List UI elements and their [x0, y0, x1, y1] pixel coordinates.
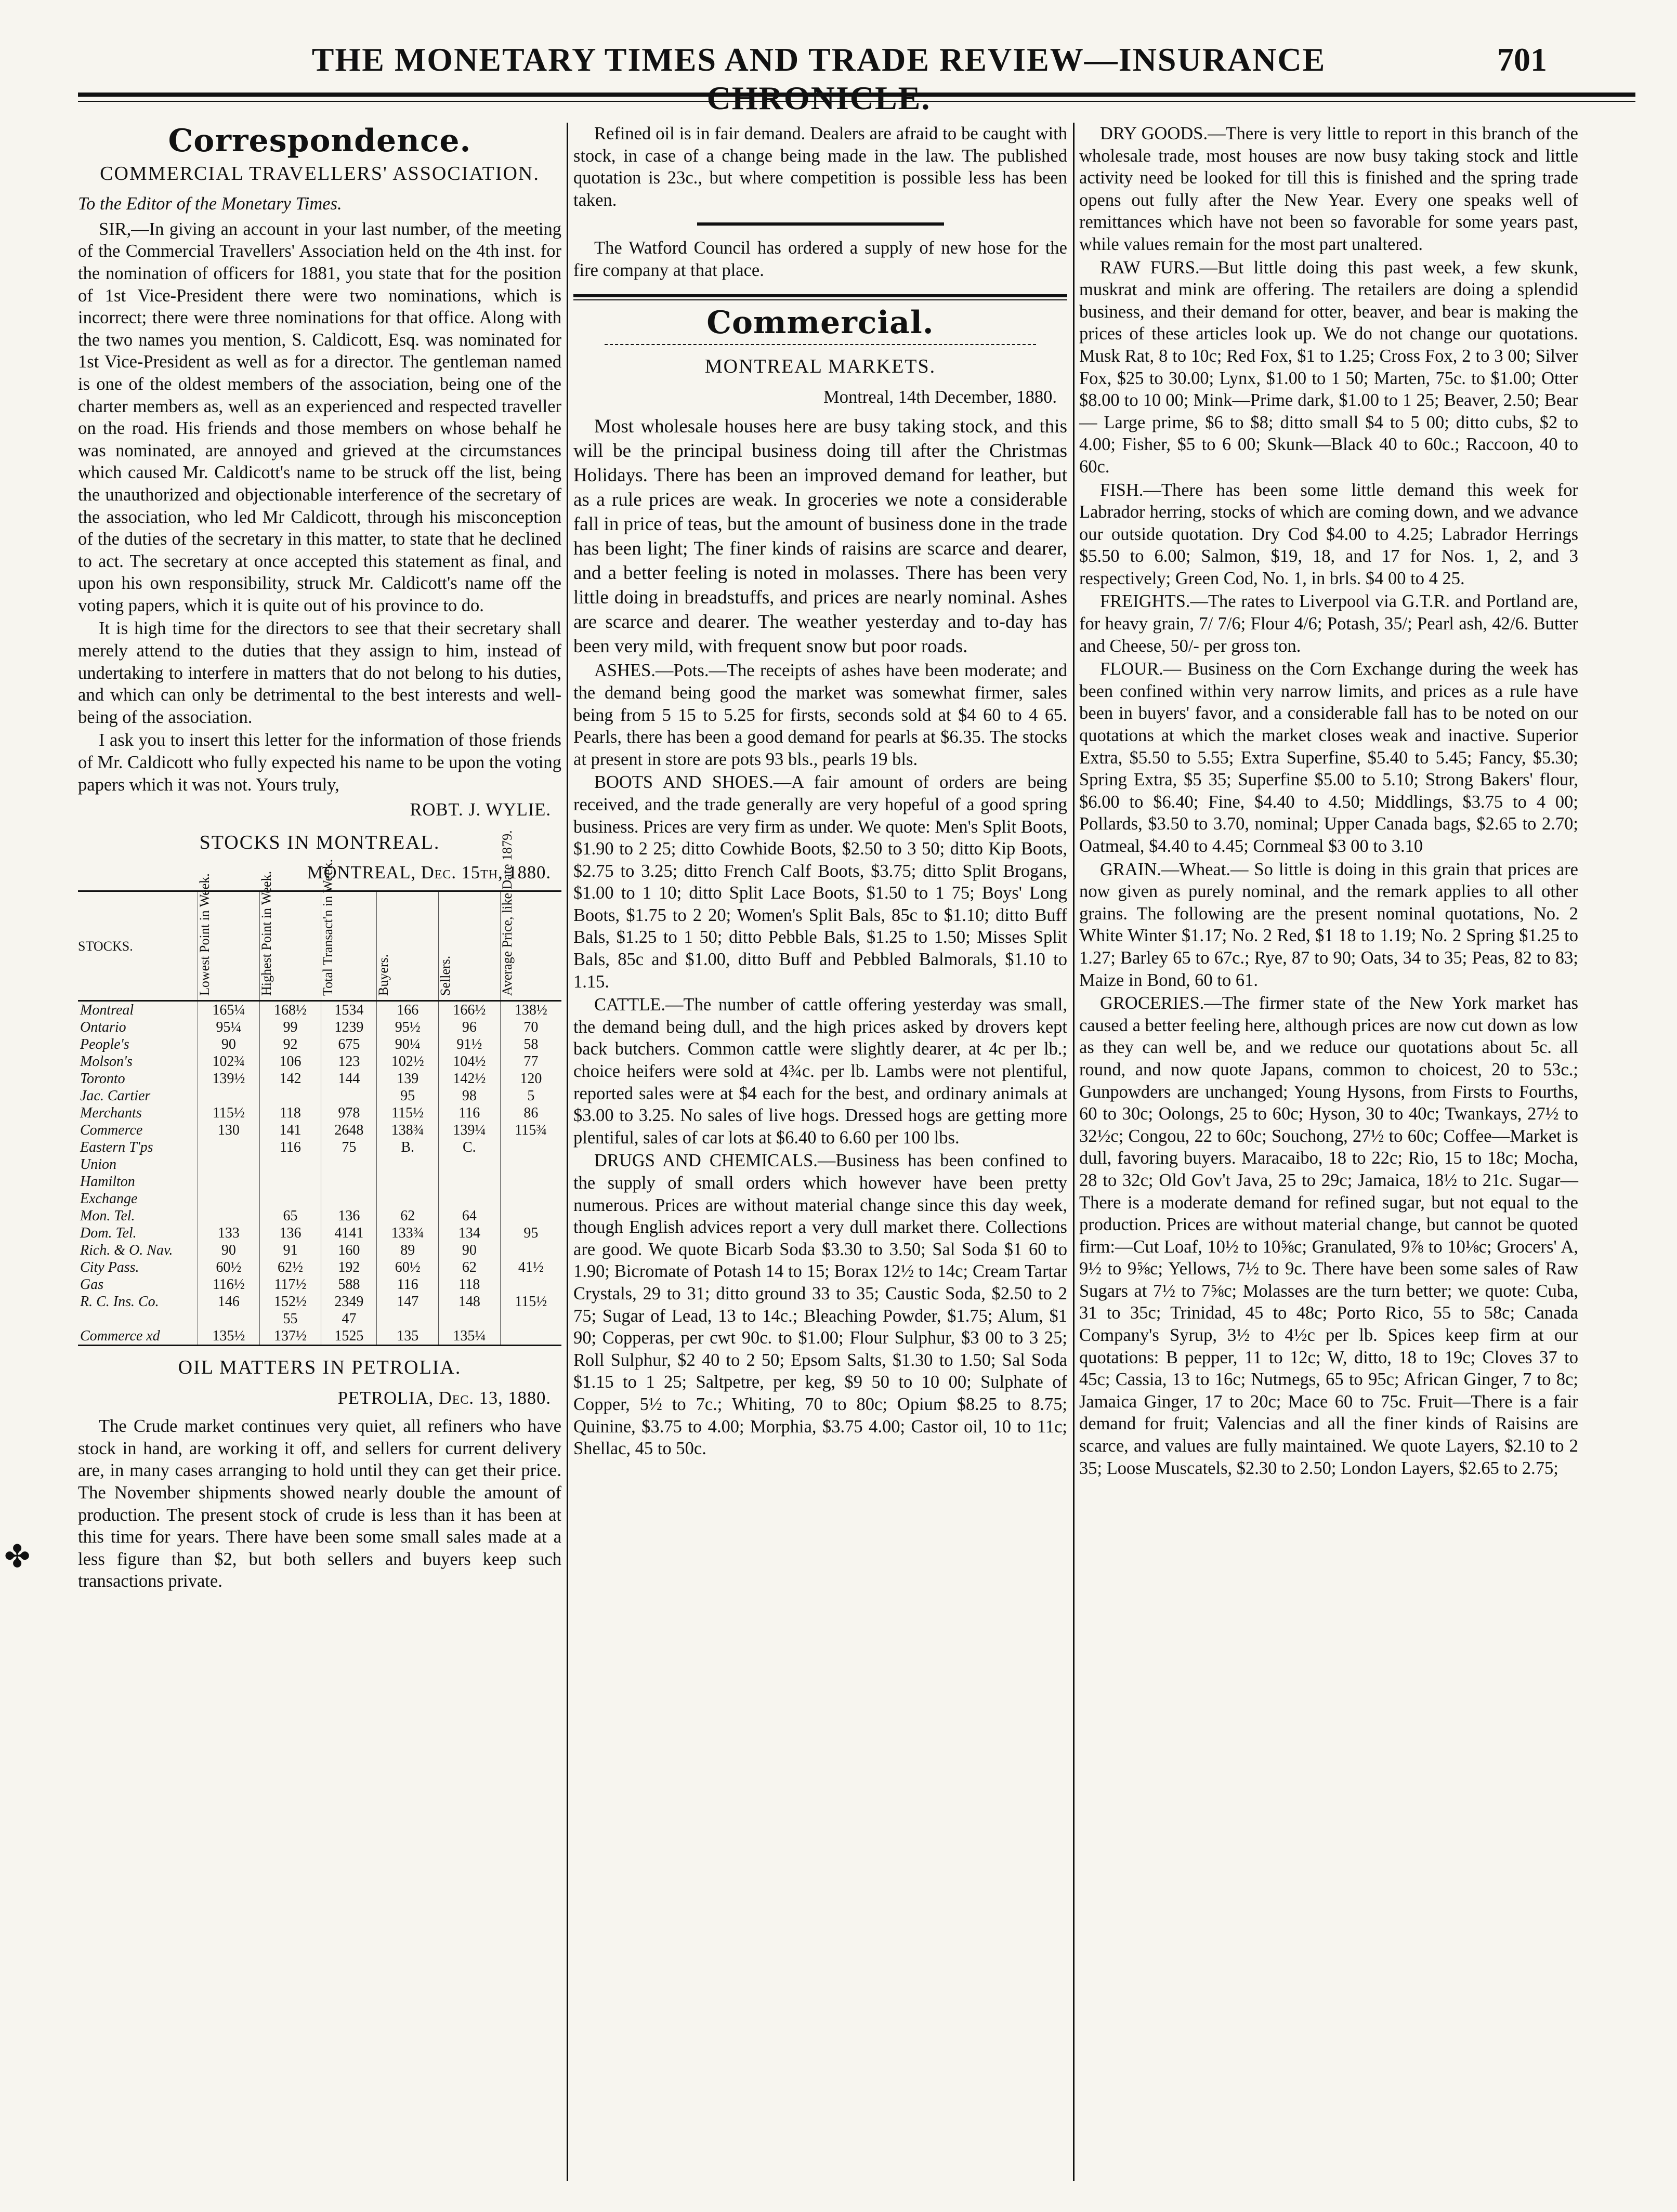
stock-value-cell	[500, 1173, 561, 1190]
stock-value-cell: 165¼	[198, 1001, 260, 1019]
stock-value-cell: 588	[321, 1276, 377, 1293]
stock-value-cell: 118	[439, 1276, 501, 1293]
table-row	[78, 1207, 561, 1224]
stock-value-cell: 95½	[377, 1019, 439, 1036]
table-row	[78, 1310, 561, 1327]
stock-value-cell	[439, 1173, 501, 1190]
letter-paragraph: SIR,—In giving an account in your last number, of the meeting of the Commercial Travellers' Association held on the 4th inst. for the nomination of officers for 1881, you state that for the position of 1st Vice-President there were two nominations, which is incorrect; there were three nominations for that office. Along with the two names you mention, S. Caldicott, Esq. was nominated for 1st Vice-President as well as for a director. The gentleman named is one of the oldest members of the association, being one of the charter members as, well as an experienced and respected traveller on the road. His friends and those members on whose behalf he was nominated, are annoyed and grieved at the circumstances which caused Mr. Caldicott's name to be struck off the list, being the unauthorized and objectionable interference of the secretary of the association, who led Mr Caldicott, through his misconception of the duties of the secretary in this matter, to state that he declined to act. The secretary at once accepted this statement as final, and upon his own responsibility, struck Mr. Caldicott's name off the voting papers, which it is quite out of his province to do.	[78, 219, 561, 615]
stock-value-cell	[377, 1310, 439, 1327]
stock-value-cell	[500, 1156, 561, 1173]
stock-value-cell: C.	[439, 1139, 501, 1156]
markets-intro: Most wholesale houses here are busy taking stock, and this will be the principal business doing till after the Christmas Holidays. There has been an improved demand for leather, but as a rule prices are weak. In groceries we note a considerable fall in price of teas, but the amount of business done in the trade has been light; The finer kinds of raisins are scarce and dearer, and a better feeling is noted in molasses. There has been very little doing in breadstuffs, and prices are nearly nominal. Ashes are scarce and dearer. The weather yesterday and to-day has been very mild, with frequent snow but poor roads.	[573, 416, 1067, 657]
stock-name-cell: People's	[80, 1036, 129, 1052]
letter-heading: COMMERCIAL TRAVELLERS' ASSOCIATION.	[100, 162, 540, 185]
stock-value-cell: 141	[259, 1122, 321, 1139]
stock-value-cell: 1534	[321, 1001, 377, 1019]
table-row	[78, 1156, 561, 1173]
stock-value-cell: 142½	[439, 1070, 501, 1087]
stock-value-cell	[321, 1156, 377, 1173]
stock-value-cell	[500, 1276, 561, 1293]
stock-value-cell: 2349	[321, 1293, 377, 1310]
stock-value-cell: 90¼	[377, 1036, 439, 1053]
stock-value-cell: 115½	[377, 1104, 439, 1122]
ashes-paragraph: ASHES.—Pots.—The receipts of ashes have been moderate; and the demand being good the market was somewhat firmer, sales being from 5 15 to 5.25 for firsts, seconds sold at $4 60 to 4 65. Pearls, there has been a good demand for pearls at $6.35. The stocks at present in store are pots 93 bls., pearls 19 bls.	[573, 661, 1067, 769]
stock-value-cell: 2648	[321, 1122, 377, 1139]
letter-paragraph: It is high time for the directors to see that their secretary shall merely attend to the duties that they assign to him, instead of undertaking to interfere in matters that do not belong to his duties, and which can only be detrimental to the best interests and well-being of the association.	[78, 618, 561, 727]
table-row	[78, 1190, 561, 1207]
drugs-paragraph: DRUGS AND CHEMICALS.—Business has been confined to the supply of small orders which however have been pretty numerous. Prices are without material change since this day week, though English advices report a very dull market there. Collections are good. We quote Bicarb Soda $3.30 to 3.50; Sal Soda $1 60 to 1.90; Bicromate of Potash 14 to 15; Borax 12½ to 14c; Cream Tartar Crystals, 29 to 31; ditto ground 33 to 35; Caustic Soda, $2.50 to 2 75; Sugar of Lead, 13 to 14c.; Bleaching Powder, $1.75; Alum, $1 90; Copperas, per cwt 90c. to $1.00; Flour Sulphur, $3 00 to 3 25; Roll Sulphur, $2 40 to 2 50; Epsom Salts, $1.30 to 1.50; Sal Soda $1.15 to 1 25; Saltpetre, per keg, $9 50 to 10 00; Sulphate of Copper, 5½ to 7c.; Whiting, 70 to 80c; Opium $8.25 to 8.75; Quinine, $3.75 to 4.00; Morphia, $3.75 4.00; Castor oil, 10 to 11c; Shellac, 45 to 50c.	[573, 1151, 1067, 1459]
stock-value-cell: 92	[259, 1036, 321, 1053]
column-1	[78, 123, 561, 1594]
stock-name-cell: Union	[80, 1156, 116, 1173]
stock-name-cell: Mon. Tel.	[80, 1208, 135, 1224]
stock-value-cell: 138¾	[377, 1122, 439, 1139]
margin-mark: ✤	[4, 1539, 31, 1574]
stock-value-cell: 58	[500, 1036, 561, 1053]
flour-paragraph: FLOUR.— Business on the Corn Exchange during the week has been confined within very narrow limits, and prices as a rule have been in buyers' favor, and a considerable fall has to be noted on our quotations at which the market closes weak and inactive. Superior Extra, $5.50 to 5.55; Extra Superfine, $5.40 to 5.45; Fancy, $5.30; Spring Extra, $5 35; Superfine $5.00 to 5.10; Strong Bakers' flour, $6.00 to $6.40; Fine, $4.40 to 4.50; Middlings, $3.75 to 4 00; Pollards, $3.50 to 3.70, nominal; Upper Canada bags, $2.65 to 2.70; Oatmeal, $4.40 to 4.45; Cornmeal $3 00 to 3.10	[1079, 659, 1578, 856]
stock-value-cell	[500, 1190, 561, 1207]
column-2	[573, 123, 1067, 1461]
stock-value-cell: 116½	[198, 1276, 260, 1293]
stock-value-cell: 139¼	[439, 1122, 501, 1139]
stock-value-cell: 99	[259, 1019, 321, 1036]
stock-value-cell	[377, 1190, 439, 1207]
stock-name-cell: Hamilton	[80, 1174, 135, 1190]
table-row	[78, 1276, 561, 1293]
markets-dateline: Montreal, 14th December, 1880.	[823, 387, 1057, 407]
column-header: Total Transact'n in Week.	[321, 891, 377, 1001]
commercial-title: Commercial.	[706, 304, 934, 341]
stock-value-cell: 139½	[198, 1070, 260, 1087]
column-rule-2	[1073, 123, 1075, 2181]
dry-goods-paragraph: DRY GOODS.—There is very little to report in this branch of the wholesale trade, most houses are now busy taking stock and little activity need be looked for till this is finished and the spring trade opens out fully after the New Year. Every one speaks well of remittances which have not been so favorable for some years past, while values remain for the most part unaltered.	[1079, 124, 1578, 254]
stock-value-cell: 168½	[259, 1001, 321, 1019]
stock-value-cell	[321, 1173, 377, 1190]
table-row	[78, 1259, 561, 1276]
watford-paragraph: The Watford Council has ordered a supply of new hose for the fire company at that place.	[573, 238, 1067, 280]
column-rule-1	[567, 123, 568, 2181]
stock-value-cell	[259, 1156, 321, 1173]
stock-value-cell: 192	[321, 1259, 377, 1276]
header-rule-thin	[78, 101, 1635, 102]
stock-name-cell: Exchange	[80, 1191, 138, 1207]
stock-value-cell: 1525	[321, 1327, 377, 1346]
table-row	[78, 1122, 561, 1139]
groceries-paragraph: GROCERIES.—The firmer state of the New York market has caused a better feeling here, although prices are now cut down as low as they can well be, and we reduce our quotations about 5c. all round, and now quote Japans, common to choicest, 20 to 53c.; Gunpowders are unchanged; Young Hysons, from Firsts to Fourths, 60 to 30c; Oolongs, 25 to 60c; Hyson, 30 to 40c; Twankays, 27½ to 32½c; Congou, 22 to 60c; Souchong, 27½ to 60c; Coffee—Market is dull, favoring buyers. Maracaibo, 18 to 22c; Rio, 15 to 18c; Mocha, 28 to 32c; Old Gov't Java, 25 to 29c; Jamaica, 18½ to 21c. Sugar—There is a moderate demand for refined sugar, but not equal to the production. Prices are without material change, but cannot be quoted firm:—Cut Loaf, 10½ to 10⅝c; Granulated, 9⅞ to 10⅛c; Grocers' A, 9½ to 9⅝c; Yellows, 7½ to 9c. There have been some sales of Raw Sugars at 7½ to 7⅝c; Molasses are the turn better; we quote: Cuba, 31 to 35c; Trinidad, 45 to 48c; Porto Rico, 55 to 58c; Canada Company's Syrup, 3½ to 4½c per lb. Spices keep firm at our quotations: B pepper, 11 to 12c; W, ditto, 18 to 19c; Cloves 37 to 45c; Cassia, 13 to 16c; Nutmegs, 65 to 95c; African Ginger, 7 to 8c; Jamaica Ginger, 17 to 20c; Mace 60 to 75c. Fruit—There is a fair demand for fruit; Valencias and all the finer kinds of Raisins are scarce, and values are fully maintained. We quote Layers, $2.10 to 2 35; Loose Muscatels, $2.30 to 2.50; London Layers, $2.65 to 2.75;	[1079, 993, 1578, 1478]
freights-paragraph: FREIGHTS.—The rates to Liverpool via G.T.R. and Portland are, for heavy grain, 7/ 7/6; Flour 4/6; Potash, 35/; Pearl ash, 42/6. Butter and Cheese, 50/- per gross ton.	[1079, 591, 1578, 656]
stock-value-cell	[500, 1207, 561, 1224]
letter-paragraph: I ask you to insert this letter for the information of those friends of Mr. Caldicott who fully expected his name to be upon the voting papers which it was not. Yours truly,	[78, 730, 561, 795]
stock-value-cell: 62½	[259, 1259, 321, 1276]
column-header: Lowest Point in Week.	[198, 891, 260, 1001]
stock-value-cell: 166½	[439, 1001, 501, 1019]
column-header: STOCKS.	[78, 891, 198, 1001]
stock-value-cell	[500, 1327, 561, 1346]
stock-value-cell: 136	[321, 1207, 377, 1224]
stock-value-cell: 102½	[377, 1053, 439, 1070]
letter-salutation: To the Editor of the Monetary Times.	[78, 194, 342, 214]
stock-value-cell: 55	[259, 1310, 321, 1327]
stock-value-cell: 135	[377, 1327, 439, 1346]
raw-furs-paragraph: RAW FURS.—But little doing this past week, a few skunk, muskrat and mink are offering. The retailers are doing a splendid business, and their demand for otter, beaver, and bear is making the prices of these articles look up. We do not change our quotations. Musk Rat, 8 to 10c; Red Fox, $1 to 1.25; Cross Fox, 2 to 3 00; Silver Fox, $25 to 30.00; Lynx, $1.00 to 1 50; Marten, 75c. to $1.00; Otter $8.00 to 10 00; Mink—Prime dark, $1.00 to 1 25; Beaver, 2.50; Bear— Large prime, $6 to $8; ditto small $4 to 5 00; ditto cubs, $2 to 4.00; Fisher, $5 to 6 00; Skunk—Black 40 to 60c.; Raccoon, 40 to 60c.	[1079, 257, 1578, 477]
stock-value-cell: 148	[439, 1293, 501, 1310]
stock-value-cell: 95	[377, 1087, 439, 1104]
stock-name-cell: Commerce xd	[78, 1327, 198, 1346]
stock-value-cell: 675	[321, 1036, 377, 1053]
stock-value-cell: 147	[377, 1293, 439, 1310]
section-rule-thin	[573, 299, 1067, 300]
markets-heading: MONTREAL MARKETS.	[704, 356, 936, 378]
stock-value-cell	[198, 1139, 260, 1156]
stock-value-cell: 115¾	[500, 1122, 561, 1139]
table-row	[78, 1139, 561, 1156]
stock-value-cell: 60½	[377, 1259, 439, 1276]
stock-value-cell: 116	[377, 1276, 439, 1293]
column-header: Sellers.	[439, 891, 501, 1001]
boots-paragraph: BOOTS AND SHOES.—A fair amount of orders are being received, and the trade generally are very hopeful of a good spring business. Prices are very firm as under. We quote: Men's Split Boots, $1.90 to 2 25; ditto Cowhide Boots, $2.50 to 3 50; ditto Kip Boots, $2.75 to 3.25; ditto French Calf Boots, $3.75; ditto Split Brogans, $1.00 to 1 10; ditto Split Lace Boots, $1.50 to 1 75; Boys' Long Boots, $1.75 to 2 20; Women's Split Bals, 85c to $1.10; ditto Buff Bals, $1.25 to 1 50; ditto Pebble Bals, $1.25 to 1.50; Misses Split Bals, 85c and $1.00, ditto Buff and Pebbled Balmorals, $1.10 to 1.15.	[573, 772, 1067, 992]
table-row	[78, 1104, 561, 1122]
stock-value-cell: 152½	[259, 1293, 321, 1310]
stock-value-cell: 104½	[439, 1053, 501, 1070]
stock-value-cell: 90	[198, 1242, 260, 1259]
table-row	[78, 1242, 561, 1259]
column-3	[1079, 123, 1578, 1480]
stock-value-cell: 64	[439, 1207, 501, 1224]
table-row	[78, 1070, 561, 1087]
stock-value-cell: 89	[377, 1242, 439, 1259]
stock-name-cell: City Pass.	[80, 1259, 139, 1275]
stock-value-cell	[500, 1242, 561, 1259]
stock-name-cell: R. C. Ins. Co.	[80, 1294, 159, 1310]
stock-value-cell: 62	[439, 1259, 501, 1276]
oil-heading: OIL MATTERS IN PETROLIA.	[178, 1357, 462, 1378]
column-header: Buyers.	[377, 891, 439, 1001]
stock-value-cell: 133	[198, 1224, 260, 1242]
dashed-rule	[605, 344, 1036, 345]
table-row	[78, 1173, 561, 1190]
correspondence-title: Correspondence.	[168, 123, 471, 159]
stock-value-cell: 102¾	[198, 1053, 260, 1070]
section-rule	[573, 294, 1067, 297]
stocks-heading: STOCKS IN MONTREAL.	[199, 831, 440, 853]
column-header: Average Price, like Date 1879.	[500, 891, 561, 1001]
short-rule	[697, 222, 944, 226]
stock-name-cell: Toronto	[80, 1071, 125, 1087]
stock-value-cell: 135½	[198, 1327, 260, 1346]
table-row	[78, 1327, 561, 1346]
stock-value-cell: 47	[321, 1310, 377, 1327]
stock-value-cell: 41½	[500, 1259, 561, 1276]
page-number: 701	[1497, 41, 1547, 78]
stock-name-cell: Molson's	[80, 1054, 133, 1070]
table-row	[78, 1001, 561, 1019]
stocks-table-header	[78, 891, 561, 1001]
stock-value-cell: 134	[439, 1224, 501, 1242]
stock-name-cell: Commerce	[80, 1122, 143, 1138]
stock-value-cell	[198, 1310, 260, 1327]
stock-value-cell	[198, 1156, 260, 1173]
stock-value-cell: B.	[377, 1139, 439, 1156]
stocks-dateline: MONTREAL, Dec. 15th, 1880.	[307, 863, 551, 883]
stock-value-cell: 1239	[321, 1019, 377, 1036]
stock-value-cell: 62	[377, 1207, 439, 1224]
stock-value-cell	[377, 1156, 439, 1173]
stock-value-cell: 166	[377, 1001, 439, 1019]
stock-value-cell: 5	[500, 1087, 561, 1104]
stock-value-cell: 120	[500, 1070, 561, 1087]
stock-name-cell: Montreal	[80, 1002, 134, 1018]
stock-value-cell	[198, 1087, 260, 1104]
stock-value-cell: 139	[377, 1070, 439, 1087]
stock-name-cell: Gas	[80, 1276, 104, 1293]
table-row	[78, 1087, 561, 1104]
stock-value-cell: 75	[321, 1139, 377, 1156]
stock-value-cell: 133¾	[377, 1224, 439, 1242]
stock-value-cell: 146	[198, 1293, 260, 1310]
running-head: THE MONETARY TIMES AND TRADE REVIEW—INSURANCE CHRONICLE.	[311, 41, 1326, 116]
stock-value-cell	[198, 1207, 260, 1224]
stock-value-cell	[439, 1190, 501, 1207]
stock-value-cell: 144	[321, 1070, 377, 1087]
oil-paragraph: The Crude market continues very quiet, all refiners who have stock in hand, are working it off, and sellers for current delivery are, in many cases arranging to hold until they can get their price. The November shipments showed nearly double the amount of production. The present stock of crude is less than it has been at this time for years. There have been some small sales made at a less figure than $2, but both sellers and buyers keep such transactions private.	[78, 1416, 561, 1591]
stock-value-cell: 135¼	[439, 1327, 501, 1346]
letter-signature: ROBT. J. WYLIE.	[410, 800, 551, 820]
stock-name-cell: Merchants	[80, 1105, 142, 1121]
stock-value-cell	[259, 1173, 321, 1190]
table-row	[78, 1036, 561, 1053]
stock-name-cell: Dom. Tel.	[80, 1225, 137, 1241]
stock-value-cell	[439, 1310, 501, 1327]
header-rule	[78, 93, 1635, 97]
stock-value-cell: 90	[198, 1036, 260, 1053]
stock-name-cell: Jac. Cartier	[80, 1088, 151, 1104]
stock-value-cell: 70	[500, 1019, 561, 1036]
stock-value-cell: 116	[259, 1139, 321, 1156]
stock-value-cell: 4141	[321, 1224, 377, 1242]
stock-value-cell: 96	[439, 1019, 501, 1036]
stock-value-cell	[500, 1310, 561, 1327]
stock-value-cell: 95	[500, 1224, 561, 1242]
table-row	[78, 1224, 561, 1242]
cattle-paragraph: CATTLE.—The number of cattle offering yesterday was small, the demand being dull, and the high prices asked by drovers kept back butchers. Common cattle were slightly dearer, at 4c per lb.; choice heifers were sold at 4¾c. per lb. Lambs were not plentiful, reported sales were at $4 each for the best, and ordinary animals at $3.00 to 3.25. No sales of live hogs. Dressed hogs are getting more plentiful, sales of car lots at $6.40 to 6.60 per 100 lbs.	[573, 995, 1067, 1148]
stock-value-cell	[377, 1173, 439, 1190]
stock-value-cell: 95¼	[198, 1019, 260, 1036]
stock-value-cell: 91	[259, 1242, 321, 1259]
stock-value-cell: 115½	[198, 1104, 260, 1122]
fish-paragraph: FISH.—There has been some little demand this week for Labrador herring, stocks of which are coming down, and we advance our outside quotation. Dry Cod $4.00 to 4.25; Labrador Herrings $5.50 to 6.00; Salmon, $19, 18, and 17 for Nos. 1, 2, and 3 respectively; Green Cod, No. 1, in brls. $4 00 to 4 25.	[1079, 480, 1578, 588]
stock-value-cell	[198, 1173, 260, 1190]
column-header: Highest Point in Week.	[259, 891, 321, 1001]
stock-value-cell	[321, 1087, 377, 1104]
stock-name-cell: Ontario	[80, 1019, 126, 1035]
table-row	[78, 1053, 561, 1070]
refined-oil-paragraph: Refined oil is in fair demand. Dealers are afraid to be caught with stock, in case of a change being made in the law. The published quotation is 23c., but where competition is possible less has been taken.	[573, 124, 1067, 210]
stock-name-cell: Rich. & O. Nav.	[80, 1242, 173, 1258]
stock-name-cell: Eastern T'ps	[80, 1139, 153, 1155]
stock-value-cell: 98	[439, 1087, 501, 1104]
stock-value-cell: 137½	[259, 1327, 321, 1346]
table-row	[78, 1019, 561, 1036]
stock-value-cell	[198, 1190, 260, 1207]
stock-value-cell: 160	[321, 1242, 377, 1259]
stock-value-cell: 77	[500, 1053, 561, 1070]
stock-value-cell: 142	[259, 1070, 321, 1087]
oil-dateline: PETROLIA, Dec. 13, 1880.	[337, 1388, 551, 1408]
stock-value-cell: 91½	[439, 1036, 501, 1053]
stock-value-cell: 60½	[198, 1259, 260, 1276]
stock-value-cell: 123	[321, 1053, 377, 1070]
stocks-table-body	[78, 1001, 561, 1346]
stock-value-cell	[259, 1190, 321, 1207]
stock-value-cell: 90	[439, 1242, 501, 1259]
grain-paragraph: GRAIN.—Wheat.— So little is doing in this grain that prices are now given as purely nominal, and the remark applies to all other grains. The following are the present nominal quotations, No. 2 White Winter $1.17; No. 2 Red, $1 18 to 1.19; No. 2 Spring $1.25 to 1.27; Barley 65 to 67c.; Rye, 87 to 90; Oats, 34 to 35; Peas, 82 to 83; Maize in Bond, 60 to 61.	[1079, 859, 1578, 990]
stock-name-cell	[78, 1310, 198, 1327]
stock-value-cell: 65	[259, 1207, 321, 1224]
stock-value-cell: 115½	[500, 1293, 561, 1310]
stock-value-cell: 117½	[259, 1276, 321, 1293]
stock-value-cell: 136	[259, 1224, 321, 1242]
stock-value-cell	[439, 1156, 501, 1173]
stock-value-cell: 138½	[500, 1001, 561, 1019]
stock-value-cell: 130	[198, 1122, 260, 1139]
stock-value-cell	[500, 1139, 561, 1156]
stock-value-cell: 978	[321, 1104, 377, 1122]
table-row	[78, 1293, 561, 1310]
stock-value-cell: 118	[259, 1104, 321, 1122]
stock-value-cell	[259, 1087, 321, 1104]
stock-value-cell: 106	[259, 1053, 321, 1070]
stock-value-cell: 116	[439, 1104, 501, 1122]
stock-value-cell: 86	[500, 1104, 561, 1122]
stock-value-cell	[321, 1190, 377, 1207]
